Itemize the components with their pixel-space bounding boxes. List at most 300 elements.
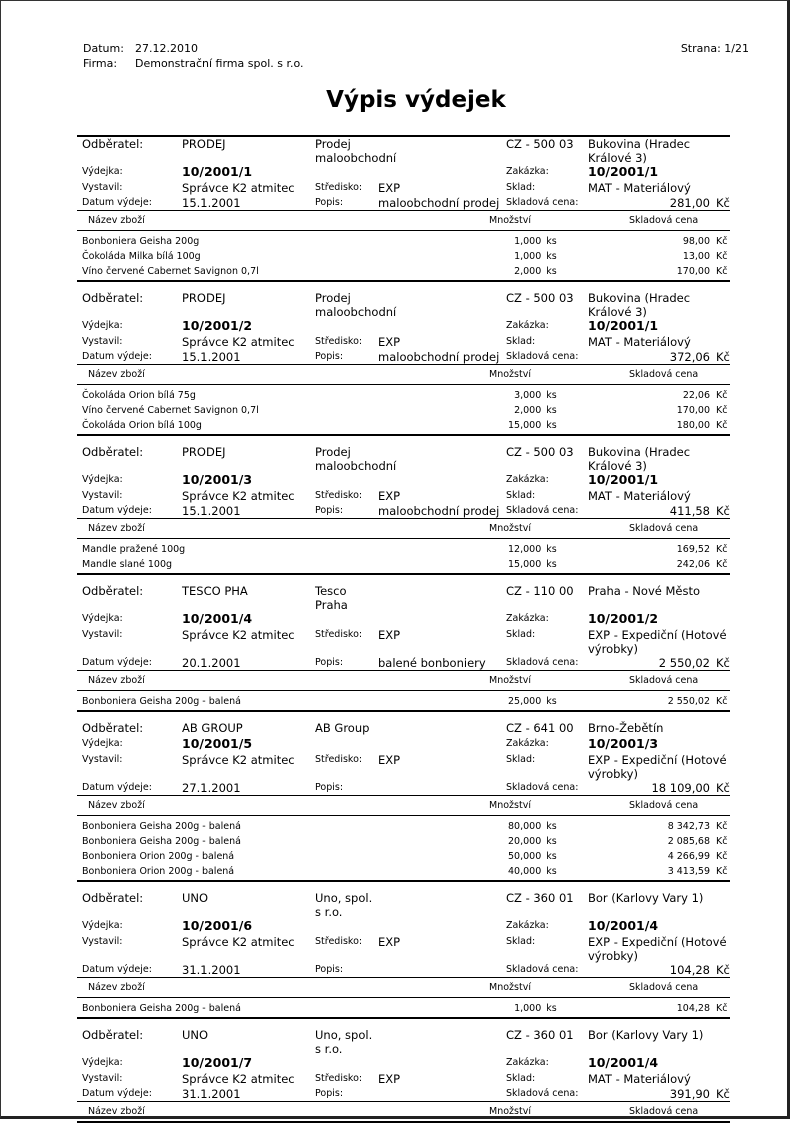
issue-number: 10/2001/3 (182, 472, 253, 487)
issue-date: 20.1.2001 (182, 656, 241, 670)
item-qty: 80,000 (508, 821, 542, 832)
item-qty: 1,000 (514, 236, 542, 247)
issue-list (77, 137, 730, 1123)
issued-by: Správce K2 atmitec (182, 753, 295, 767)
table-row (77, 234, 730, 249)
customer-name: Uno, spol. s r.o. (315, 1028, 373, 1056)
issue-block (77, 882, 730, 1019)
order-label: Zakázka: (506, 1057, 549, 1068)
issue-row (77, 473, 730, 489)
item-qty: 12,000 (508, 544, 542, 555)
col-qty-header: Množství (489, 523, 531, 534)
item-currency: Kč (716, 1003, 728, 1014)
date-row (77, 350, 730, 365)
item-price: 3 413,59 (667, 866, 711, 877)
issue-number: 10/2001/6 (182, 918, 253, 933)
issue-row (77, 737, 730, 753)
center-label: Středisko: (315, 490, 363, 501)
center-label: Středisko: (315, 936, 363, 947)
customer-name: Prodej maloobchodní (315, 291, 397, 319)
customer-row (77, 445, 730, 473)
description: maloobchodní prodej (378, 504, 500, 518)
item-currency: Kč (716, 405, 728, 416)
item-unit: ks (546, 851, 557, 862)
center-label: Středisko: (315, 754, 363, 765)
issue-row (77, 165, 730, 181)
report-meta (83, 41, 304, 71)
issue-row (77, 319, 730, 335)
customer-row (77, 721, 730, 737)
order-label: Zakázka: (506, 920, 549, 931)
item-name: Víno červené Cabernet Savignon 0,7l (82, 266, 259, 277)
issued-by-label: Vystavil: (82, 936, 123, 947)
item-currency: Kč (716, 821, 728, 832)
order-label: Zakázka: (506, 474, 549, 485)
issue-block (77, 436, 730, 575)
item-qty: 1,000 (514, 1003, 542, 1014)
zip-code: CZ - 641 00 (506, 721, 574, 735)
zip-code: CZ - 110 00 (506, 584, 574, 598)
issue-label: Výdejka: (82, 613, 123, 624)
item-name: Bonboniera Geisha 200g - balená (82, 821, 241, 832)
description-label: Popis: (315, 782, 344, 793)
zip-code: CZ - 360 01 (506, 891, 574, 905)
customer-code: UNO (182, 891, 209, 905)
col-price-header: Skladová cena (629, 369, 699, 380)
warehouse: MAT - Materiálový (588, 181, 691, 195)
issue-date: 15.1.2001 (182, 504, 241, 518)
customer-label: Odběratel: (82, 1028, 144, 1042)
center: EXP (378, 489, 401, 503)
city: Bor (Karlovy Vary 1) (588, 1028, 704, 1042)
customer-name: Tesco Praha (315, 584, 348, 612)
item-name: Bonboniera Geisha 200g - balená (82, 1003, 241, 1014)
city: Bukovina (Hradec Králové 3) (588, 291, 691, 319)
issue-number: 10/2001/7 (182, 1055, 253, 1070)
col-qty-header: Množství (489, 675, 531, 686)
issue-date: 31.1.2001 (182, 963, 241, 977)
table-row (77, 264, 730, 279)
order-number: 10/2001/3 (588, 736, 659, 751)
item-unit: ks (546, 559, 557, 570)
customer-name: Prodej maloobchodní (315, 137, 397, 165)
items-header (77, 796, 730, 816)
warehouse-label: Sklad: (506, 182, 536, 193)
item-currency: Kč (716, 544, 728, 555)
issued-by-row (77, 335, 730, 350)
description-label: Popis: (315, 197, 344, 208)
issue-number: 10/2001/4 (182, 611, 253, 626)
issue-label: Výdejka: (82, 320, 123, 331)
item-unit: ks (546, 836, 557, 847)
order-number: 10/2001/4 (588, 918, 659, 933)
stock-price-label: Skladová cena: (506, 657, 579, 668)
warehouse-label: Sklad: (506, 490, 536, 501)
item-unit: ks (546, 544, 557, 555)
center-label: Středisko: (315, 1073, 363, 1084)
order-label: Zakázka: (506, 613, 549, 624)
customer-label: Odběratel: (82, 291, 144, 305)
customer-code: AB GROUP (182, 721, 243, 735)
page-number: Strana: 1/21 (680, 42, 749, 55)
warehouse-label: Sklad: (506, 1073, 536, 1084)
issued-by-label: Vystavil: (82, 336, 123, 347)
city: Bukovina (Hradec Králové 3) (588, 137, 691, 165)
item-price: 2 085,68 (667, 836, 711, 847)
col-qty-header: Množství (489, 982, 531, 993)
item-price: 2 550,02 (667, 696, 711, 707)
description-label: Popis: (315, 505, 344, 516)
item-unit: ks (546, 390, 557, 401)
report-date: 27.12.2010 (135, 42, 198, 55)
warehouse: EXP - Expediční (Hotové výrobky) (588, 753, 727, 781)
item-qty: 1,000 (514, 251, 542, 262)
issue-block (77, 282, 730, 436)
table-row (77, 1001, 730, 1016)
item-price: 22,06 (682, 390, 711, 401)
warehouse-label: Sklad: (506, 336, 536, 347)
description (378, 963, 506, 977)
col-qty-header: Množství (489, 1106, 531, 1117)
customer-label: Odběratel: (82, 584, 144, 598)
stock-price-label: Skladová cena: (506, 964, 579, 975)
issue-number: 10/2001/5 (182, 736, 253, 751)
issued-by: Správce K2 atmitec (182, 935, 295, 949)
customer-code: PRODEJ (182, 445, 226, 459)
stock-price-total: 18 109,00 (651, 781, 710, 795)
city: Bukovina (Hradec Králové 3) (588, 445, 691, 473)
items-header (77, 671, 730, 691)
issue-row (77, 1056, 730, 1072)
customer-name: Prodej maloobchodní (315, 445, 397, 473)
issued-by-label: Vystavil: (82, 629, 123, 640)
col-price-header: Skladová cena (629, 523, 699, 534)
item-name: Čokoláda Milka bílá 100g (82, 251, 201, 262)
issue-label: Výdejka: (82, 474, 123, 485)
item-qty: 15,000 (508, 559, 542, 570)
currency: Kč (716, 781, 730, 795)
issued-by-row (77, 489, 730, 504)
description-label: Popis: (315, 657, 344, 668)
items-header (77, 211, 730, 231)
item-name: Čokoláda Orion bílá 100g (82, 420, 202, 431)
issue-date-label: Datum výdeje: (82, 505, 152, 516)
col-name-header: Název zboží (88, 523, 145, 534)
center-label: Středisko: (315, 182, 363, 193)
table-row (77, 849, 730, 864)
item-price: 180,00 (676, 420, 711, 431)
customer-code: PRODEJ (182, 137, 226, 151)
issue-block (77, 1019, 730, 1123)
col-name-header: Název zboží (88, 982, 145, 993)
customer-row (77, 584, 730, 612)
issue-label: Výdejka: (82, 738, 123, 749)
col-price-header: Skladová cena (629, 215, 699, 226)
table-row (77, 819, 730, 834)
stock-price-label: Skladová cena: (506, 197, 579, 208)
zip-code: CZ - 360 01 (506, 1028, 574, 1042)
center: EXP (378, 753, 401, 767)
item-unit: ks (546, 1003, 557, 1014)
date-row (77, 196, 730, 211)
description-label: Popis: (315, 964, 344, 975)
date-row (77, 656, 730, 671)
issue-date-label: Datum výdeje: (82, 197, 152, 208)
issued-by-label: Vystavil: (82, 1073, 123, 1084)
issued-by-row (77, 1072, 730, 1087)
item-price: 13,00 (682, 251, 711, 262)
customer-row (77, 891, 730, 919)
customer-row (77, 1028, 730, 1056)
center-label: Středisko: (315, 629, 363, 640)
order-number: 10/2001/1 (588, 164, 659, 179)
issued-by: Správce K2 atmitec (182, 489, 295, 503)
item-price: 170,00 (676, 405, 711, 416)
order-number: 10/2001/2 (588, 611, 659, 626)
col-name-header: Název zboží (88, 675, 145, 686)
issue-block (77, 575, 730, 712)
stock-price-label: Skladová cena: (506, 351, 579, 362)
table-row (77, 694, 730, 709)
table-row (77, 403, 730, 418)
issued-by-row (77, 753, 730, 781)
item-name: Bonboniera Orion 200g - balená (82, 866, 235, 877)
item-name: Víno červené Cabernet Savignon 0,7l (82, 405, 259, 416)
order-number: 10/2001/4 (588, 1055, 659, 1070)
issue-number: 10/2001/2 (182, 318, 253, 333)
item-price: 98,00 (682, 236, 711, 247)
col-name-header: Název zboží (88, 369, 145, 380)
issue-block (77, 137, 730, 282)
item-currency: Kč (716, 866, 728, 877)
center: EXP (378, 628, 401, 642)
customer-label: Odběratel: (82, 721, 144, 735)
items-table (77, 998, 730, 1017)
col-qty-header: Množství (489, 800, 531, 811)
issue-date: 27.1.2001 (182, 781, 241, 795)
stock-price-total: 411,58 (669, 504, 710, 518)
warehouse: MAT - Materiálový (588, 489, 691, 503)
city: Brno-Žebětín (588, 721, 664, 735)
col-price-header: Skladová cena (629, 1106, 699, 1117)
items-table (77, 231, 730, 280)
col-price-header: Skladová cena (629, 800, 699, 811)
stock-price-label: Skladová cena: (506, 782, 579, 793)
currency: Kč (716, 1087, 730, 1101)
center-label: Středisko: (315, 336, 363, 347)
stock-price-label: Skladová cena: (506, 505, 579, 516)
issued-by-row (77, 935, 730, 963)
item-name: Bonboniera Orion 200g - balená (82, 851, 235, 862)
items-header (77, 1102, 730, 1122)
item-price: 170,00 (676, 266, 711, 277)
item-name: Čokoláda Orion bílá 75g (82, 390, 196, 401)
issue-date: 31.1.2001 (182, 1087, 241, 1101)
item-currency: Kč (716, 266, 728, 277)
description: maloobchodní prodej (378, 350, 500, 364)
customer-name: Uno, spol. s r.o. (315, 891, 373, 919)
customer-row (77, 137, 730, 165)
issue-row (77, 612, 730, 628)
customer-code: TESCO PHA (182, 584, 248, 598)
city: Praha - Nové Město (588, 584, 701, 598)
date-row (77, 963, 730, 978)
date-row (77, 504, 730, 519)
customer-code: UNO (182, 1028, 209, 1042)
warehouse-label: Sklad: (506, 629, 536, 640)
table-row (77, 834, 730, 849)
item-unit: ks (546, 420, 557, 431)
item-currency: Kč (716, 696, 728, 707)
item-name: Bonboniera Geisha 200g - balená (82, 696, 241, 707)
table-row (77, 557, 730, 572)
zip-code: CZ - 500 03 (506, 291, 574, 305)
table-row (77, 542, 730, 557)
item-price: 242,06 (676, 559, 711, 570)
issue-label: Výdejka: (82, 920, 123, 931)
warehouse: MAT - Materiálový (588, 1072, 691, 1086)
customer-label: Odběratel: (82, 891, 144, 905)
company-label: Firma: (83, 57, 118, 70)
zip-code: CZ - 500 03 (506, 137, 574, 151)
col-name-header: Název zboží (88, 215, 145, 226)
center: EXP (378, 935, 401, 949)
date-row (77, 781, 730, 796)
col-qty-header: Množství (489, 215, 531, 226)
page-title: Výpis výdejek (326, 87, 506, 113)
item-price: 8 342,73 (667, 821, 711, 832)
items-table (77, 385, 730, 434)
issued-by: Správce K2 atmitec (182, 335, 295, 349)
item-qty: 40,000 (508, 866, 542, 877)
item-currency: Kč (716, 236, 728, 247)
center: EXP (378, 335, 401, 349)
issue-date-label: Datum výdeje: (82, 351, 152, 362)
issue-block (77, 712, 730, 882)
customer-label: Odběratel: (82, 137, 144, 151)
order-number: 10/2001/1 (588, 318, 659, 333)
date-label: Datum: (83, 42, 124, 55)
date-row (77, 1087, 730, 1102)
item-currency: Kč (716, 559, 728, 570)
item-unit: ks (546, 266, 557, 277)
warehouse: EXP - Expediční (Hotové výrobky) (588, 935, 727, 963)
issued-by-label: Vystavil: (82, 182, 123, 193)
item-qty: 2,000 (514, 266, 542, 277)
table-row (77, 418, 730, 433)
issue-date-label: Datum výdeje: (82, 657, 152, 668)
issue-label: Výdejka: (82, 166, 123, 177)
stock-price-total: 281,00 (669, 196, 710, 210)
center: EXP (378, 1072, 401, 1086)
issue-number: 10/2001/1 (182, 164, 253, 179)
item-currency: Kč (716, 390, 728, 401)
issue-date-label: Datum výdeje: (82, 964, 152, 975)
items-table (77, 816, 730, 880)
item-qty: 50,000 (508, 851, 542, 862)
order-number: 10/2001/1 (588, 472, 659, 487)
issue-row (77, 919, 730, 935)
warehouse: MAT - Materiálový (588, 335, 691, 349)
description: balené bonboniery (378, 656, 486, 670)
item-unit: ks (546, 696, 557, 707)
col-price-header: Skladová cena (629, 675, 699, 686)
currency: Kč (716, 196, 730, 210)
zip-code: CZ - 500 03 (506, 445, 574, 459)
item-currency: Kč (716, 420, 728, 431)
col-name-header: Název zboží (88, 1106, 145, 1117)
order-label: Zakázka: (506, 320, 549, 331)
description (378, 781, 506, 795)
item-unit: ks (546, 236, 557, 247)
description (378, 1087, 506, 1101)
col-name-header: Název zboží (88, 800, 145, 811)
customer-row (77, 291, 730, 319)
table-row (77, 249, 730, 264)
customer-name: AB Group (315, 721, 370, 735)
table-row (77, 388, 730, 403)
issued-by-row (77, 628, 730, 656)
issue-date: 15.1.2001 (182, 350, 241, 364)
item-currency: Kč (716, 851, 728, 862)
items-header (77, 978, 730, 998)
item-qty: 15,000 (508, 420, 542, 431)
issue-date-label: Datum výdeje: (82, 782, 152, 793)
currency: Kč (716, 963, 730, 977)
issued-by-label: Vystavil: (82, 490, 123, 501)
description-label: Popis: (315, 351, 344, 362)
description: maloobchodní prodej (378, 196, 500, 210)
item-unit: ks (546, 405, 557, 416)
issue-date: 15.1.2001 (182, 196, 241, 210)
stock-price-total: 104,28 (669, 963, 710, 977)
item-qty: 20,000 (508, 836, 542, 847)
company-name: Demonstrační firma spol. s r.o. (135, 57, 304, 70)
item-name: Bonboniera Geisha 200g (82, 236, 200, 247)
stock-price-label: Skladová cena: (506, 1088, 579, 1099)
items-table (77, 539, 730, 573)
stock-price-total: 391,90 (669, 1087, 710, 1101)
stock-price-total: 372,06 (669, 350, 710, 364)
col-qty-header: Množství (489, 369, 531, 380)
item-unit: ks (546, 866, 557, 877)
currency: Kč (716, 350, 730, 364)
item-price: 4 266,99 (667, 851, 711, 862)
item-currency: Kč (716, 836, 728, 847)
items-header (77, 365, 730, 385)
city: Bor (Karlovy Vary 1) (588, 891, 704, 905)
center: EXP (378, 181, 401, 195)
item-price: 104,28 (676, 1003, 711, 1014)
customer-label: Odběratel: (82, 445, 144, 459)
customer-code: PRODEJ (182, 291, 226, 305)
currency: Kč (716, 656, 730, 670)
item-unit: ks (546, 821, 557, 832)
item-currency: Kč (716, 251, 728, 262)
order-label: Zakázka: (506, 738, 549, 749)
item-qty: 3,000 (514, 390, 542, 401)
col-price-header: Skladová cena (629, 982, 699, 993)
order-label: Zakázka: (506, 166, 549, 177)
issued-by: Správce K2 atmitec (182, 181, 295, 195)
item-unit: ks (546, 251, 557, 262)
currency: Kč (716, 504, 730, 518)
item-name: Mandle slané 100g (82, 559, 173, 570)
issued-by: Správce K2 atmitec (182, 1072, 295, 1086)
issue-label: Výdejka: (82, 1057, 123, 1068)
issued-by-label: Vystavil: (82, 754, 123, 765)
item-qty: 2,000 (514, 405, 542, 416)
